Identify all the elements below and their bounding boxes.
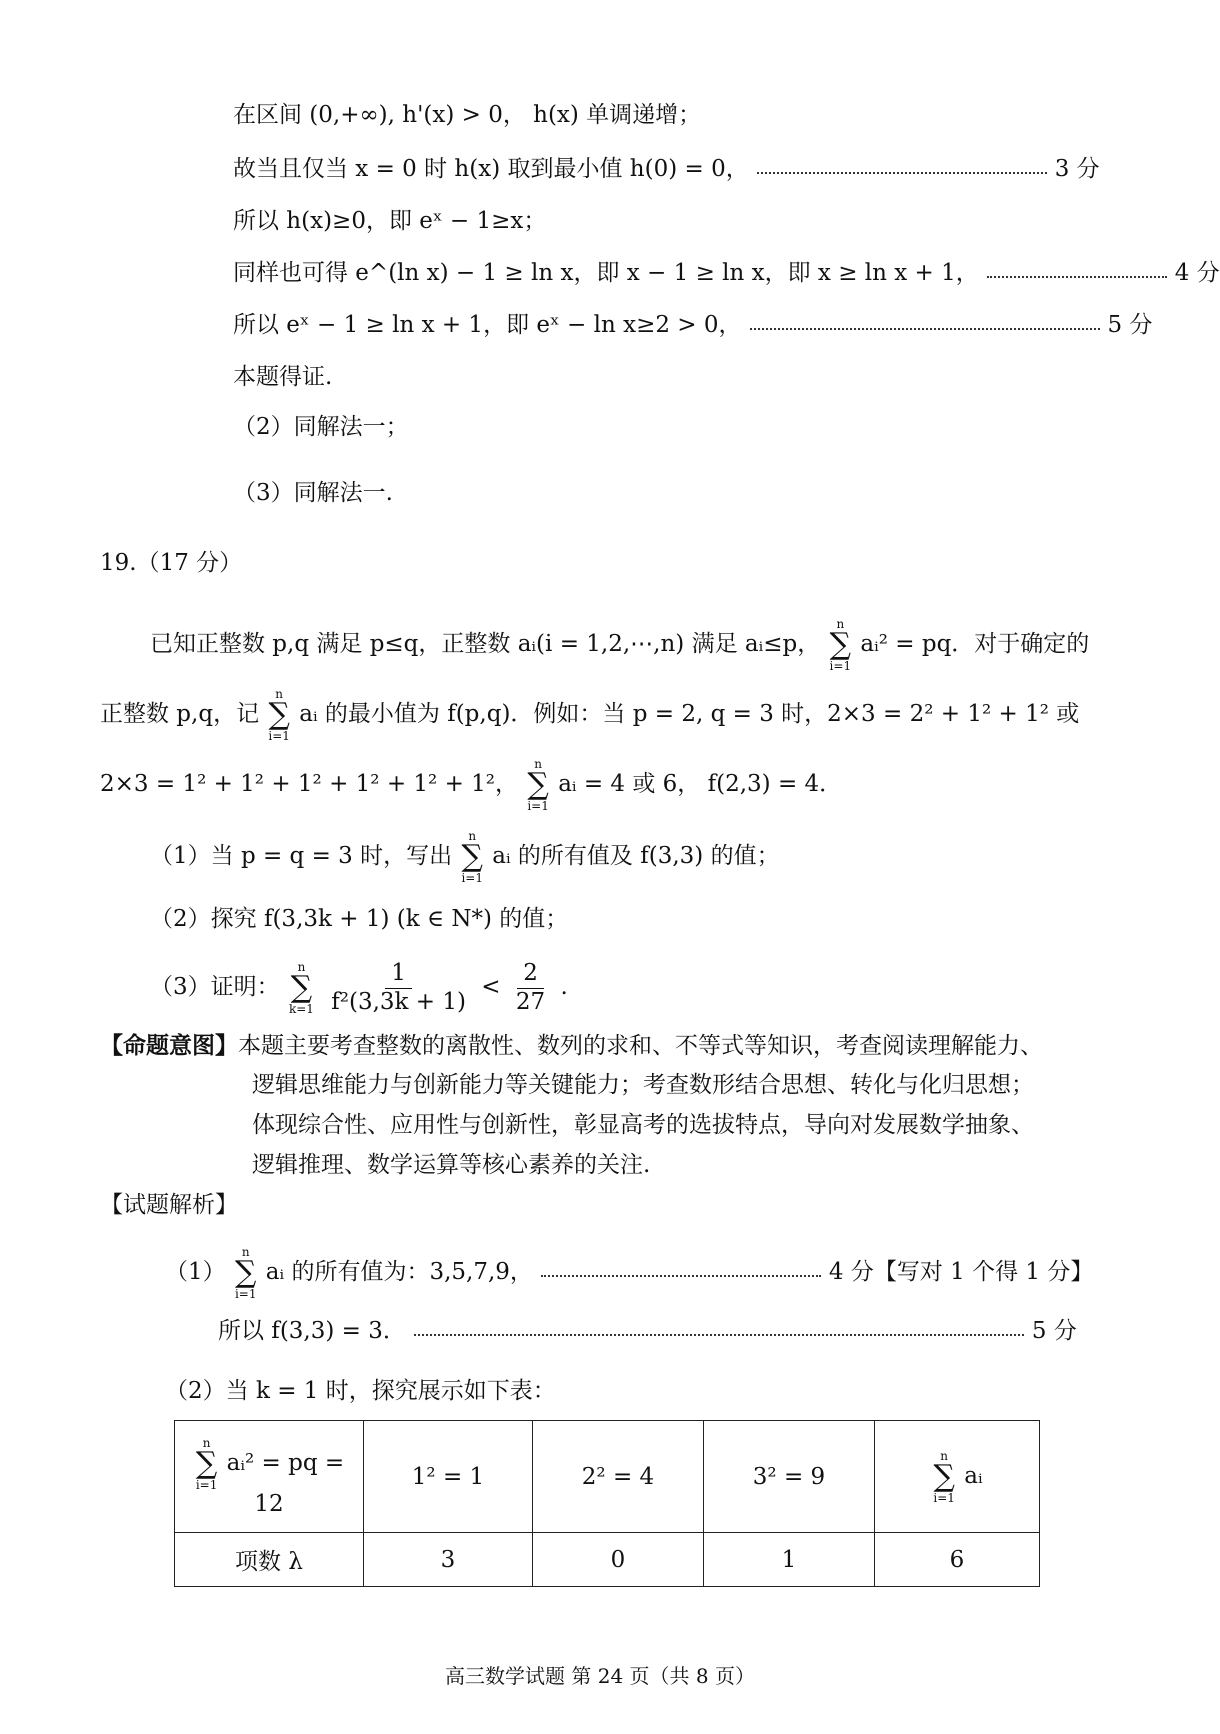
table-row xyxy=(175,1533,1040,1587)
problem-statement-3: 2×3 = 1² + 1² + 1² + 1² + 1² + 1²， n ∑ i=1 aᵢ = 4 或 6， f(2,3) = 4． xyxy=(100,757,843,813)
intent-section: 【命题意图】本题主要考查整数的离散性、数列的求和、不等式等知识，考查阅读理解能力、 xyxy=(100,1032,1043,1059)
table-cell: 项数 λ xyxy=(175,1533,364,1587)
line-monotonic: 在区间 (0,+∞), h'(x) > 0， h(x) 单调递增； xyxy=(233,102,702,128)
score: 5 分 xyxy=(1031,1318,1077,1344)
intent-line-3: 体现综合性、应用性与创新性，彰显高考的选拔特点，导向对发展数学抽象、 xyxy=(252,1112,1034,1138)
sum-symbol: n ∑ i=1 xyxy=(527,757,549,813)
sum-symbol: n ∑ i=1 xyxy=(461,829,483,885)
analysis-label: 【试题解析】 xyxy=(100,1192,238,1218)
table-cell: 1² = 1 xyxy=(364,1421,533,1533)
score: 4 分【写对 1 个得 1 分】 xyxy=(828,1259,1094,1285)
analysis-part1-result: 所以 f(3,3) = 3． 5 分 xyxy=(218,1318,1077,1344)
table-cell: 3² = 9 xyxy=(704,1421,875,1533)
table-cell: 1 xyxy=(704,1533,875,1587)
score: 4 分 xyxy=(1174,260,1220,286)
line-part2: （2）同解法一； xyxy=(233,414,409,440)
intent-line-4: 逻辑推理、数学运算等核心素养的关注. xyxy=(252,1152,651,1178)
intent-label: 【命题意图】 xyxy=(100,1032,238,1059)
problem-header: 19.（17 分） xyxy=(100,550,243,576)
problem-statement-2: 正整数 p,q，记 n ∑ i=1 aᵢ 的最小值为 f(p,q)．例如：当 p = 2, q = 3 时，2×3 = 2² + 1² + 1² 或 xyxy=(100,687,1080,743)
sum-symbol: n ∑ i=1 xyxy=(829,617,852,673)
line-final: 所以 eˣ − 1 ≥ ln x + 1，即 eˣ − ln x≥2 > 0， 5 分 xyxy=(233,312,1153,338)
line-conclusion: 所以 h(x)≥0，即 eˣ − 1≥x； xyxy=(233,208,547,234)
table-cell: 6 xyxy=(875,1533,1040,1587)
sum-symbol: n ∑ i=1 xyxy=(268,687,290,743)
line-ln-inequality: 同样也可得 e^(ln x) − 1 ≥ ln x，即 x − 1 ≥ ln x，即 x ≥ ln x + 1， 4 分 xyxy=(233,260,1220,286)
sum-symbol: n ∑ i=1 xyxy=(195,1435,218,1492)
fraction: $\frac{1}{\text{f²(3,3k + 1)}}$ xyxy=(331,960,466,1015)
table-cell: n ∑ i=1 aᵢ² = pq = 12 xyxy=(175,1421,364,1533)
score: 3 分 xyxy=(1054,156,1100,182)
line-part3: （3）同解法一. xyxy=(233,480,393,506)
problem-statement-1: 已知正整数 p,q 满足 p≤q，正整数 aᵢ(i = 1,2,⋯,n) 满足 aᵢ≤p， n ∑ i=1 aᵢ² = pq．对于确定的 xyxy=(150,617,1090,673)
table-cell: 0 xyxy=(533,1533,704,1587)
analysis-part2-intro: （2）当 k = 1 时，探究展示如下表： xyxy=(165,1378,556,1404)
table-cell: n ∑ i=1 aᵢ xyxy=(875,1421,1040,1533)
intent-line-2: 逻辑思维能力与创新能力等关键能力；考查数形结合思想、转化与化归思想； xyxy=(252,1072,1034,1098)
exploration-table xyxy=(174,1420,1040,1587)
sum-symbol: n ∑ i=1 xyxy=(933,1448,955,1505)
question-1: （1）当 p = q = 3 时，写出 n ∑ i=1 aᵢ 的所有值及 f(3,3) 的值； xyxy=(150,829,780,885)
fraction: $\frac{2}{27}$ xyxy=(515,960,546,1015)
sum-symbol: n ∑ i=1 xyxy=(234,1245,257,1301)
line-proved: 本题得证. xyxy=(233,364,333,390)
table-cell: 3 xyxy=(364,1533,533,1587)
table-cell: 2² = 4 xyxy=(533,1421,704,1533)
table-row xyxy=(175,1421,1040,1533)
page-footer: 高三数学试题 第 24 页（共 8 页） xyxy=(445,1664,755,1688)
sum-symbol: n ∑ k=1 xyxy=(288,960,314,1017)
question-3: （3）证明： n ∑ k=1 $\frac{1}{\text{f²(3,3k + 1)}}$ < $\frac{2}{27}$ . xyxy=(150,960,568,1017)
question-2: （2）探究 f(3,3k + 1) (k ∈ N*) 的值； xyxy=(150,906,569,932)
line-min-value: 故当且仅当 x = 0 时 h(x) 取到最小值 h(0) = 0， 3 分 xyxy=(233,156,1100,182)
analysis-part1: （1） n ∑ i=1 aᵢ 的所有值为：3,5,7,9， 4 分【写对 1 个得 1 分】 xyxy=(165,1245,1094,1301)
score: 5 分 xyxy=(1107,312,1153,338)
